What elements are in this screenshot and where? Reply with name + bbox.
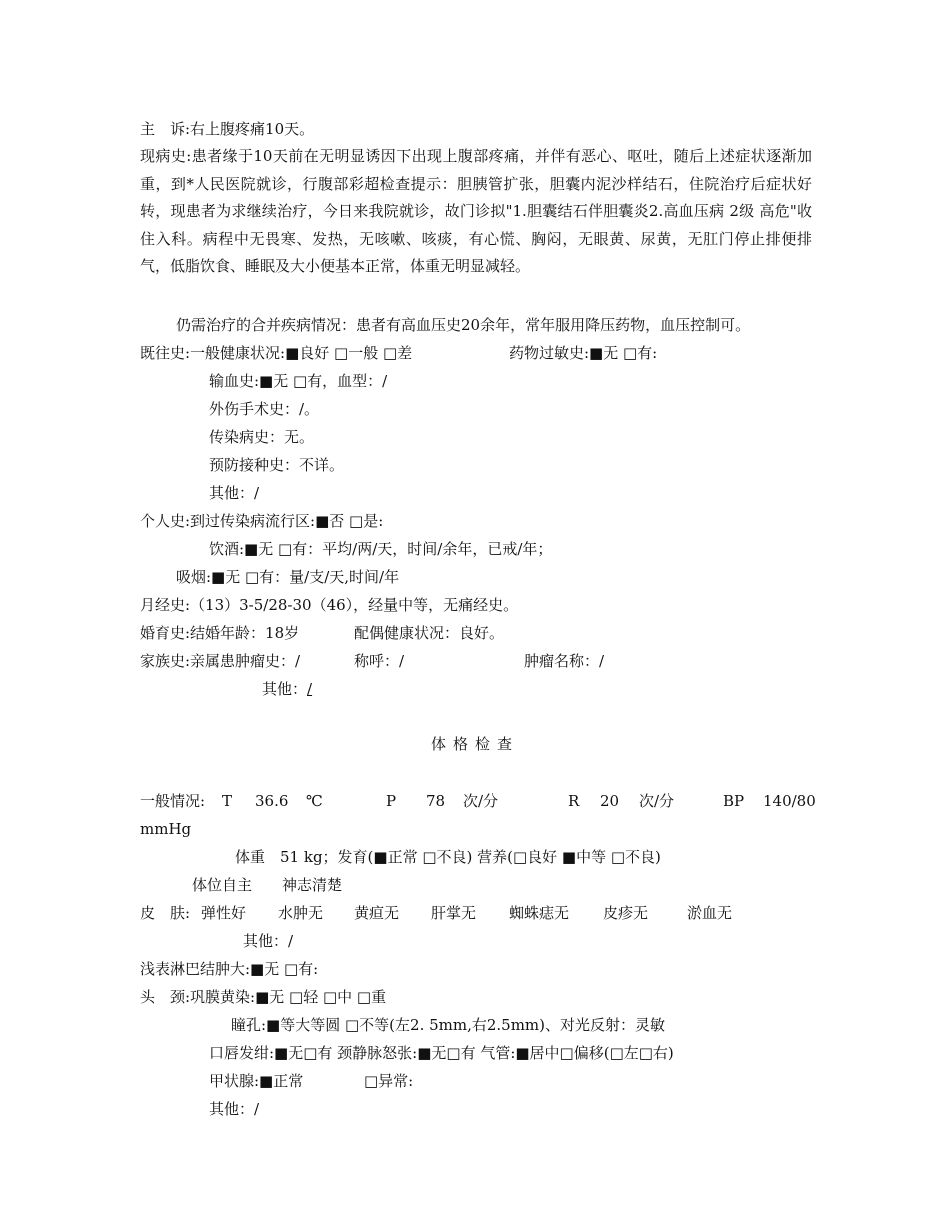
- bp-value: 140/80: [763, 792, 816, 810]
- comorbidity: 仍需治疗的合并疾病情况：患者有高血压史20余年，常年服用降压药物，血压控制可。: [176, 316, 751, 334]
- lips-neck-trachea: 口唇发绀:■无□有 颈静脉怒张:■无□有 气管:■居中□偏移(□左□右): [209, 1044, 674, 1062]
- past-history-general: 既往史:一般健康状况:■良好 □一般 □差: [140, 344, 413, 362]
- temperature-unit: ℃: [306, 792, 323, 810]
- skin-item: 淤血无: [687, 904, 733, 922]
- pupil-exam: 瞳孔:■等大等圆 □不等(左2. 5mm,右2.5mm)、对光反射：灵敏: [231, 1016, 666, 1034]
- infectious-history: 传染病史：无。: [209, 428, 315, 446]
- family-history-other: [262, 679, 312, 699]
- past-history-other: 其他：/: [209, 484, 260, 502]
- pulse-unit: 次/分: [463, 792, 499, 810]
- marriage-age: 婚育史:结婚年龄：18岁: [140, 624, 300, 642]
- respiration-value: 20: [600, 792, 620, 810]
- bp-unit: mmHg: [140, 820, 192, 838]
- skin-item: 水肿无: [278, 904, 324, 922]
- temperature-label: T: [222, 792, 233, 810]
- thyroid-normal: 甲状腺:■正常: [209, 1072, 304, 1090]
- lymph-nodes: 浅表淋巴结肿大:■无 □有:: [140, 960, 319, 978]
- bp-label: BP: [723, 792, 745, 810]
- vitals-label: 一般情况:: [140, 792, 206, 810]
- respiration-unit: 次/分: [639, 792, 675, 810]
- smoking-history: 吸烟:■无 □有：量/支/天,时间/年: [176, 568, 400, 586]
- skin-item: 蜘蛛痣无: [509, 904, 570, 922]
- personal-history: 个人史:到过传染病流行区:■否 □是:: [140, 512, 384, 530]
- thyroid-abnormal: □异常:: [364, 1072, 414, 1090]
- chief-complaint: 主 诉:右上腹疼痛10天。: [140, 120, 315, 138]
- skin-item: 弹性好: [201, 904, 247, 922]
- pulse-label: P: [386, 792, 397, 810]
- skin-other: 其他：/: [243, 932, 294, 950]
- drug-allergy: 药物过敏史:■无 □有:: [509, 344, 658, 362]
- family-other-label: 其他：: [262, 680, 308, 698]
- pulse-value: 78: [426, 792, 446, 810]
- trauma-surgery-history: 外伤手术史：/。: [209, 400, 320, 418]
- temperature-value: 36.6: [255, 792, 289, 810]
- exam-section-title: 体格检查: [430, 735, 519, 753]
- vaccination-history: 预防接种史：不详。: [209, 456, 345, 474]
- family-tumor-name: 肿瘤名称：/: [524, 652, 605, 670]
- spouse-health: 配偶健康状况：良好。: [354, 624, 505, 642]
- family-other-value: /: [307, 680, 313, 698]
- family-tumor-history: 家族史:亲属患肿瘤史：/: [140, 652, 301, 670]
- transfusion-history: 输血史:■无 □有，血型：/: [209, 372, 388, 390]
- menstrual-history: 月经史:（13）3-5/28-30（46），经量中等，无痛经史。: [140, 596, 519, 614]
- posture-consciousness: 体位自主 神志清楚: [192, 876, 343, 894]
- skin-label: 皮 肤:: [140, 904, 191, 922]
- drinking-history: 饮酒:■无 □有：平均/两/天，时间/余年，已戒/年；: [209, 540, 553, 558]
- head-neck-other: 其他：/: [209, 1100, 260, 1118]
- respiration-label: R: [568, 792, 580, 810]
- skin-item: 肝掌无: [431, 904, 477, 922]
- weight-development-nutrition: 体重 51 kg；发育(■正常 □不良) 营养(□良好 ■中等 □不良): [235, 848, 661, 866]
- skin-item: 黄疸无: [354, 904, 400, 922]
- head-neck-sclera: 头 颈:巩膜黄染:■无 □轻 □中 □重: [140, 988, 387, 1006]
- family-relation: 称呼：/: [354, 652, 405, 670]
- skin-item: 皮疹无: [603, 904, 649, 922]
- present-history: 现病史:患者缘于10天前在无明显诱因下出现上腹部疼痛，并伴有恶心、呕吐，随后上述症状逐渐加重，到*人民医院就诊，行腹部彩超检查提示：胆胰管扩张，胆囊内泥沙样结石，住院治疗后症状好转，现患者为求继续治疗，今日来我院就诊，故门诊拟"1.胆囊结石伴胆囊炎2.高血压病 2级 高危"收住入科。病程中无畏寒、发热，无咳嗽、咳痰，有心慌、胸闷，无眼黄、尿黄，无肛门停止排便排气，低脂饮食、睡眠及大小便基本正常，体重无明显减轻。: [140, 147, 812, 275]
